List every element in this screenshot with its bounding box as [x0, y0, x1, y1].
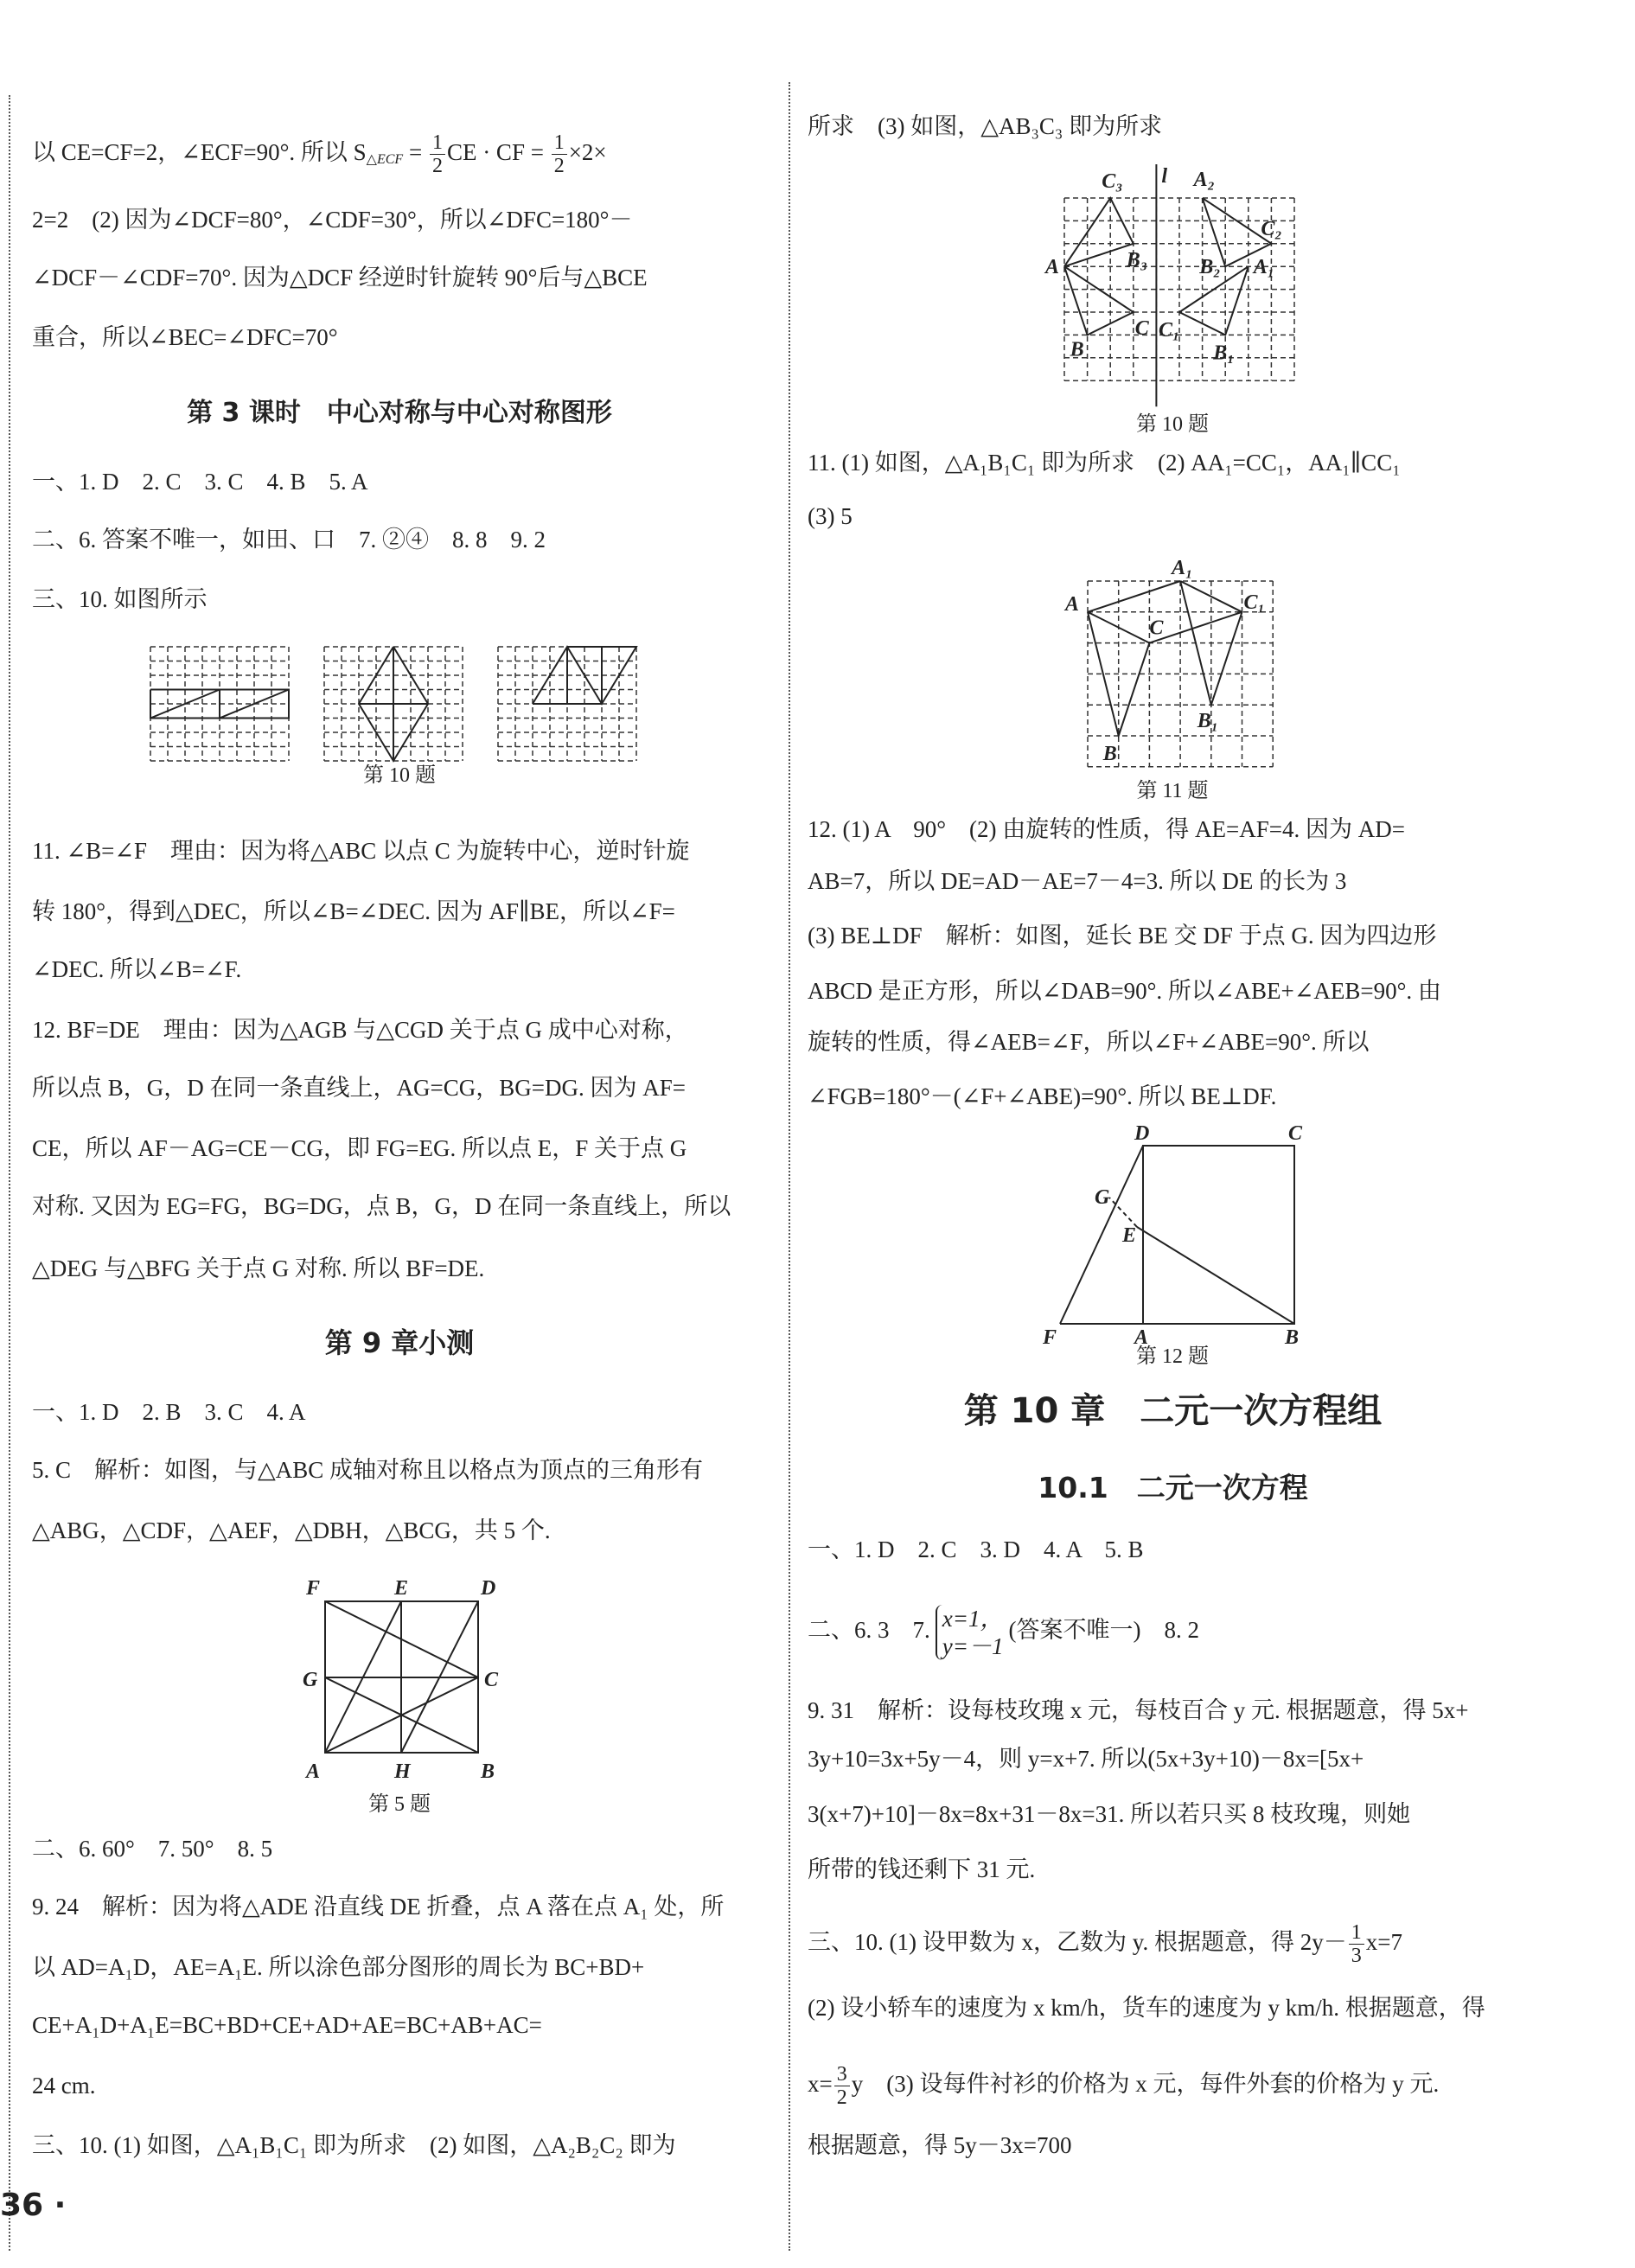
point-label: A — [306, 1760, 321, 1783]
text-line: 所以点 B，G，D 在同一条直线上，AG=CG，BG=DG. 因为 AF= — [32, 1075, 686, 1101]
text-line: 2=2 (2) 因为∠DCF=80°，∠CDF=30°，所以∠DFC=180°－ — [32, 207, 633, 233]
point-label: B — [1102, 743, 1117, 765]
denominator: 2 — [836, 2086, 847, 2110]
figure-caption: 第 11 题 — [1136, 780, 1209, 802]
text-line: 9. 31 解析：设每枝玫瑰 x 元，每枝百合 y 元. 根据题意，得 5x+ — [808, 1697, 1469, 1723]
page-number: 36 · — [0, 2188, 67, 2223]
point-label: C — [1149, 617, 1164, 640]
text-line: 重合，所以∠BEC=∠DFC=70° — [32, 324, 338, 350]
point-label: l — [1161, 165, 1168, 188]
text-line: 3y+10=3x+5y－4，则 y=x+7. 所以(5x+3y+10)－8x=[5x+ — [808, 1746, 1364, 1772]
figure-caption: 第 12 题 — [1136, 1345, 1209, 1368]
point-label: C₁ — [1243, 591, 1265, 614]
answer-line: 一、1. D 2. B 3. C 4. A — [32, 1399, 306, 1425]
text-line: 旋转的性质，得∠AEB=∠F，所以∠F+∠ABE=90°. 所以 — [808, 1029, 1370, 1055]
answer-line: 三、10. 如图所示 — [32, 586, 208, 612]
text: y (3) 设每件衬衫的价格为 x 元，每件外套的价格为 y 元. — [851, 2071, 1440, 2097]
point-label: H — [394, 1760, 411, 1783]
triangle-ABC — [1064, 266, 1134, 335]
fraction — [834, 2063, 850, 2109]
denominator: 2 — [553, 155, 565, 178]
point-label: F — [1043, 1326, 1057, 1349]
point-label: B — [1070, 338, 1084, 361]
text: x=7 — [1365, 1929, 1402, 1955]
text-line — [808, 1918, 1538, 1967]
text-line: 三、10. (1) 如图，△A₁B₁C₁ 即为所求 (2) 如图，△A₂B₂C₂ 即为 — [32, 2132, 676, 2158]
text-line: ∠DEC. 所以∠B=∠F. — [32, 956, 242, 982]
equation-system — [936, 1605, 1004, 1660]
text-line: 3(x+7)+10]－8x=8x+31－8x=31. 所以若只买 8 枝玫瑰，则她 — [808, 1801, 1411, 1827]
point-label: E — [394, 1577, 409, 1600]
text-line: 转 180°，得到△DEC，所以∠B=∠DEC. 因为 AF∥BE，所以∠F= — [32, 898, 675, 924]
answer-line — [808, 1600, 1538, 1660]
text: x= — [808, 2071, 833, 2097]
figure-10-reflection-grid — [1038, 164, 1332, 398]
denominator: 2 — [431, 155, 443, 178]
text-line: 所求 (3) 如图，△AB₃C₃ 即为所求 — [808, 113, 1163, 139]
segment-AA1 — [1088, 581, 1180, 612]
point-label: C₁ — [1159, 319, 1180, 342]
subscript: △ECF — [366, 152, 404, 167]
numerator: 1 — [1349, 1921, 1364, 1945]
text-line: 以 AD=A₁D，AE=A₁E. 所以涂色部分图形的周长为 BC+BD+ — [32, 1954, 645, 1980]
text-line — [808, 2060, 1538, 2109]
figure-10-central-symmetry — [147, 645, 648, 766]
point-label: B₂ — [1199, 256, 1221, 279]
point-label: G — [303, 1669, 318, 1691]
text-line: △ABG，△CDF，△AEF，△DBH，△BCG，共 5 个. — [32, 1517, 551, 1543]
section-title: 10.1 二元一次方程 — [1038, 1471, 1308, 1505]
equation: y=－1 — [942, 1632, 1004, 1659]
text-line: 24 cm. — [32, 2073, 96, 2099]
section-heading: 第 3 课时 中心对称与中心对称图形 — [187, 398, 612, 428]
text-line: 5. C 解析：如图，与△ABC 成轴对称且以格点为顶点的三角形有 — [32, 1457, 704, 1483]
point-label: A — [1045, 256, 1060, 279]
text-line: 12. (1) A 90° (2) 由旋转的性质，得 AE=AF=4. 因为 AD= — [808, 816, 1405, 842]
text-line: CE+A₁D+A₁E=BC+BD+CE+AD+AE=BC+AB+AC= — [32, 2012, 542, 2038]
point-label: A₁ — [1172, 557, 1193, 579]
text: 三、10. (1) 设甲数为 x，乙数为 y. 根据题意，得 2y－ — [808, 1929, 1347, 1955]
text-line: AB=7，所以 DE=AD－AE=7－4=3. 所以 DE 的长为 3 — [808, 868, 1347, 894]
point-label: C — [1288, 1122, 1303, 1145]
text-line — [32, 128, 767, 184]
fraction — [1349, 1921, 1364, 1967]
denominator: 3 — [1351, 1945, 1362, 1968]
segment-CC1 — [1149, 612, 1242, 643]
text: 二、6. 3 7. — [808, 1617, 930, 1643]
point-label: C — [484, 1669, 499, 1691]
numerator: 3 — [834, 2063, 850, 2086]
chapter-title: 第 10 章 二元一次方程组 — [963, 1391, 1383, 1431]
text-line: (2) 设小轿车的速度为 x km/h，货车的速度为 y km/h. 根据题意，得 — [808, 1995, 1485, 2021]
text-line: ∠DCF－∠CDF=70°. 因为△DCF 经逆时针旋转 90°后与△BCE — [32, 265, 648, 291]
figure-caption: 第 10 题 — [363, 764, 436, 787]
answer-line: 二、6. 答案不唯一，如田、口 7. ②④ 8. 8 9. 2 — [32, 527, 546, 553]
point-label: D — [481, 1577, 496, 1600]
text: 以 CE=CF=2，∠ECF=90°. 所以 S — [32, 139, 367, 165]
point-label: A₂ — [1193, 169, 1215, 191]
point-label: F — [306, 1577, 321, 1600]
text: (答案不唯一) 8. 2 — [1008, 1617, 1199, 1643]
point-label: C — [1134, 317, 1149, 340]
answer-line: 一、1. D 2. C 3. C 4. B 5. A — [32, 469, 368, 495]
text: CE · CF = — [446, 139, 550, 165]
left-margin-dotted-line — [9, 95, 10, 2251]
text: = — [403, 139, 428, 165]
triangle-AB3C3 — [1064, 198, 1134, 266]
point-label: D — [1134, 1122, 1150, 1145]
text-line: 12. BF=DE 理由：因为△AGB 与△CGD 关于点 G 成中心对称， — [32, 1017, 688, 1043]
figure-caption: 第 10 题 — [1136, 413, 1209, 436]
text-line: ∠FGB=180°－(∠F+∠ABE)=90°. 所以 BE⊥DF. — [808, 1083, 1277, 1109]
point-label: C₃ — [1102, 170, 1123, 193]
point-label: E — [1122, 1224, 1137, 1247]
point-label: A — [1134, 1326, 1149, 1349]
text-line: △DEG 与△BFG 关于点 G 对称. 所以 BF=DE. — [32, 1255, 485, 1281]
figure-12-square — [1038, 1124, 1314, 1349]
point-label: A₁ — [1253, 256, 1275, 279]
point-label: A — [1065, 592, 1080, 616]
text-line: 根据题意，得 5y－3x=700 — [808, 2132, 1072, 2158]
point-label: B₁ — [1213, 342, 1235, 365]
text-line: 所带的钱还剩下 31 元. — [808, 1856, 1036, 1882]
equation: x=1， — [942, 1605, 1004, 1632]
figure-caption: 第 5 题 — [368, 1793, 431, 1816]
answer-line: 一、1. D 2. C 3. D 4. A 5. B — [808, 1536, 1144, 1562]
text-line: (3) BE⊥DF 解析：如图，延长 BE 交 DF 于点 G. 因为四边形 — [808, 923, 1437, 949]
figure-5-square — [294, 1565, 519, 1790]
point-label: B₁ — [1197, 710, 1219, 733]
point-label: G — [1095, 1186, 1110, 1209]
numerator: 1 — [430, 131, 445, 155]
fraction — [552, 131, 567, 177]
point-label: B — [481, 1760, 495, 1783]
text: ×2× — [568, 139, 607, 165]
figure-11-translation-grid — [1055, 553, 1314, 778]
text-line: 11. ∠B=∠F 理由：因为将△ABC 以点 C 为旋转中心，逆时针旋 — [32, 838, 690, 864]
chapter-quiz-heading: 第 9 章小测 — [324, 1326, 475, 1359]
numerator: 1 — [552, 131, 567, 155]
text-line: 9. 24 解析：因为将△ADE 沿直线 DE 折叠，点 A 落在点 A₁ 处，所 — [32, 1894, 725, 1920]
text-line: 对称. 又因为 EG=FG，BG=DG，点 B，G，D 在同一条直线上，所以 — [32, 1193, 731, 1219]
fraction — [430, 131, 445, 177]
point-label: B — [1285, 1326, 1300, 1349]
text-line: ABCD 是正方形，所以∠DAB=90°. 所以∠ABE+∠AEB=90°. 由 — [808, 978, 1441, 1004]
point-label: B₃ — [1126, 248, 1148, 272]
answer-line: 二、6. 60° 7. 50° 8. 5 — [32, 1836, 273, 1862]
point-label: C₂ — [1261, 217, 1282, 240]
column-divider — [789, 82, 790, 2251]
text-line: 11. (1) 如图，△A₁B₁C₁ 即为所求 (2) AA₁=CC₁，AA₁∥CC₁ — [808, 450, 1401, 476]
text-line: (3) 5 — [808, 503, 853, 529]
text-line: CE，所以 AF－AG=CE－CG，即 FG=EG. 所以点 E，F 关于点 G — [32, 1135, 687, 1161]
